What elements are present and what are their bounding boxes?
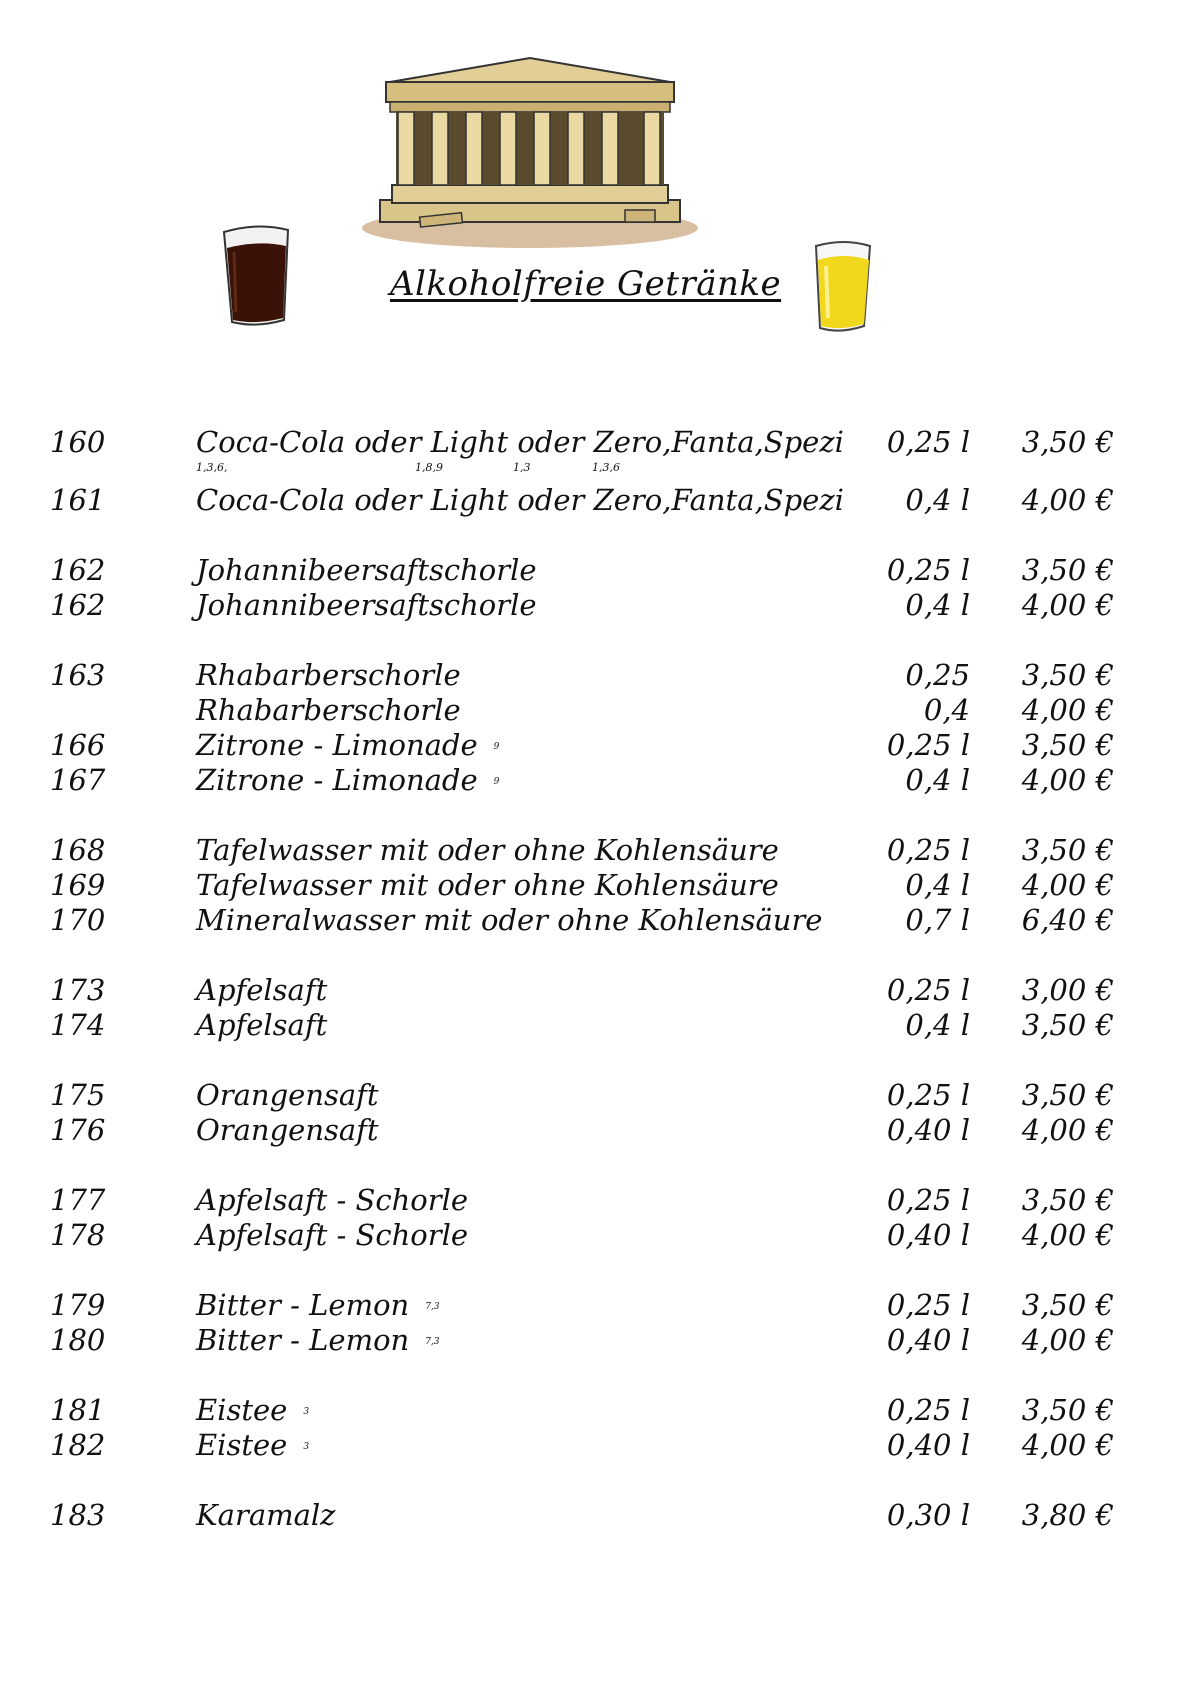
item-name: Johannibeersaftschorle: [196, 553, 537, 587]
item-name: Orangensaft: [196, 1113, 379, 1147]
item-number: 170: [50, 903, 106, 937]
item-volume: 0,40 l: [886, 1113, 970, 1147]
item-name: [196, 1427, 309, 1465]
item-number: 163: [50, 658, 106, 692]
item-number: 180: [50, 1323, 106, 1357]
item-name: Apfelsaft: [196, 1008, 328, 1042]
item-name: Rhabarberschorle: [196, 658, 461, 692]
menu-row: [0, 1182, 1190, 1218]
item-volume: 0,4 l: [905, 1008, 970, 1042]
item-volume: 0,25 l: [886, 833, 970, 867]
item-price: 4,00 €: [1021, 763, 1114, 797]
item-name-text: Eistee: [196, 1393, 288, 1427]
item-volume: 0,25 l: [886, 1288, 970, 1322]
item-number: 162: [50, 588, 106, 622]
item-volume: 0,25 l: [886, 728, 970, 762]
item-volume: 0,30 l: [886, 1498, 970, 1532]
page-title: Alkoholfreie Getränke: [390, 264, 782, 304]
item-price: 3,80 €: [1021, 1498, 1114, 1532]
item-name: Apfelsaft - Schorle: [196, 1218, 469, 1252]
allergen-note: 1,3,6,: [196, 461, 228, 474]
item-name: Mineralwasser mit oder ohne Kohlensäure: [196, 903, 823, 937]
item-volume: 0,4: [923, 693, 970, 727]
item-volume: 0,7 l: [905, 903, 970, 937]
item-volume: 0,25 l: [886, 973, 970, 1007]
item-price: 4,00 €: [1021, 1323, 1114, 1357]
menu-row: [0, 587, 1190, 623]
item-volume: 0,4 l: [905, 588, 970, 622]
item-price: 3,00 €: [1021, 973, 1114, 1007]
item-price: 3,50 €: [1021, 833, 1114, 867]
menu-row: [0, 1007, 1190, 1043]
item-name: [196, 762, 499, 800]
item-price: 4,00 €: [1021, 588, 1114, 622]
item-price: 3,50 €: [1021, 1393, 1114, 1427]
menu-row: [0, 727, 1190, 763]
menu-row: [0, 692, 1190, 728]
item-price: 4,00 €: [1021, 1113, 1114, 1147]
allergen-note: 7,3: [425, 1337, 440, 1347]
menu-row: [0, 1112, 1190, 1148]
item-name: Coca-Cola oder Light oder Zero,Fanta,Spezi: [196, 483, 844, 517]
menu-row: [0, 657, 1190, 693]
menu-row: [0, 424, 1190, 460]
item-name-text: Zitrone - Limonade: [196, 728, 478, 762]
item-number: 183: [50, 1498, 106, 1532]
item-name: [196, 727, 499, 765]
menu-row: [0, 1392, 1190, 1428]
item-volume: 0,4 l: [905, 483, 970, 517]
item-number: 173: [50, 973, 106, 1007]
item-name-text: Zitrone - Limonade: [196, 763, 478, 797]
allergen-note: 3: [303, 1442, 310, 1452]
allergen-note: 1,8,9: [415, 461, 443, 474]
item-name: Tafelwasser mit oder ohne Kohlensäure: [196, 868, 779, 902]
item-name: Apfelsaft - Schorle: [196, 1183, 469, 1217]
item-name: Coca-Cola oder Light oder Zero,Fanta,Spezi: [196, 425, 844, 459]
menu-row: [0, 867, 1190, 903]
item-price: 3,50 €: [1021, 425, 1114, 459]
allergen-note: 9: [493, 777, 500, 787]
item-name: [196, 1287, 440, 1325]
item-name-text: Bitter - Lemon: [196, 1288, 410, 1322]
menu-row: [0, 482, 1190, 518]
item-volume: 0,25 l: [886, 425, 970, 459]
menu-row: [0, 762, 1190, 798]
item-volume: 0,25 l: [886, 1183, 970, 1217]
item-price: 3,50 €: [1021, 1008, 1114, 1042]
item-number: 182: [50, 1428, 106, 1462]
item-number: 168: [50, 833, 106, 867]
menu-row: [0, 832, 1190, 868]
item-number: 181: [50, 1393, 106, 1427]
item-price: 3,50 €: [1021, 553, 1114, 587]
item-price: 3,50 €: [1021, 728, 1114, 762]
item-price: 4,00 €: [1021, 1218, 1114, 1252]
item-number: 174: [50, 1008, 106, 1042]
item-number: 160: [50, 425, 106, 459]
item-number: 179: [50, 1288, 106, 1322]
item-volume: 0,40 l: [886, 1323, 970, 1357]
item-volume: 0,40 l: [886, 1428, 970, 1462]
item-price: 3,50 €: [1021, 1078, 1114, 1112]
item-price: 4,00 €: [1021, 483, 1114, 517]
allergen-note: 1,3: [513, 461, 531, 474]
item-number: 169: [50, 868, 106, 902]
menu-row: [0, 972, 1190, 1008]
item-name: Karamalz: [196, 1498, 336, 1532]
item-volume: 0,25 l: [886, 1393, 970, 1427]
menu-row: [0, 1497, 1190, 1533]
item-price: 3,50 €: [1021, 1183, 1114, 1217]
item-price: 4,00 €: [1021, 1428, 1114, 1462]
menu-row: [0, 902, 1190, 938]
item-price: 4,00 €: [1021, 868, 1114, 902]
item-number: 162: [50, 553, 106, 587]
allergen-note: 3: [303, 1407, 310, 1417]
item-number: 175: [50, 1078, 106, 1112]
item-name: [196, 1392, 309, 1430]
item-name-text: Eistee: [196, 1428, 288, 1462]
allergen-note: 7,3: [425, 1302, 440, 1312]
item-price: 3,50 €: [1021, 1288, 1114, 1322]
item-price: 3,50 €: [1021, 658, 1114, 692]
allergen-note: 9: [493, 742, 500, 752]
menu-row: [0, 1217, 1190, 1253]
item-name: [196, 1322, 440, 1360]
item-name: Tafelwasser mit oder ohne Kohlensäure: [196, 833, 779, 867]
item-name: Orangensaft: [196, 1078, 379, 1112]
item-volume: 0,4 l: [905, 868, 970, 902]
item-number: 176: [50, 1113, 106, 1147]
allergen-note: 1,3,6: [592, 461, 620, 474]
menu-row: [0, 1077, 1190, 1113]
menu-row: [0, 1322, 1190, 1358]
item-volume: 0,25 l: [886, 1078, 970, 1112]
item-volume: 0,40 l: [886, 1218, 970, 1252]
item-name: Apfelsaft: [196, 973, 328, 1007]
item-volume: 0,25 l: [886, 553, 970, 587]
menu-row: [0, 1427, 1190, 1463]
item-name-text: Bitter - Lemon: [196, 1323, 410, 1357]
item-price: 6,40 €: [1021, 903, 1114, 937]
menu-row: [0, 1287, 1190, 1323]
item-name: Johannibeersaftschorle: [196, 588, 537, 622]
item-name: Rhabarberschorle: [196, 693, 461, 727]
item-number: 166: [50, 728, 106, 762]
item-volume: 0,25: [905, 658, 970, 692]
item-price: 4,00 €: [1021, 693, 1114, 727]
item-number: 178: [50, 1218, 106, 1252]
menu-row: [0, 552, 1190, 588]
item-number: 161: [50, 483, 106, 517]
item-volume: 0,4 l: [905, 763, 970, 797]
item-number: 167: [50, 763, 106, 797]
item-number: 177: [50, 1183, 106, 1217]
